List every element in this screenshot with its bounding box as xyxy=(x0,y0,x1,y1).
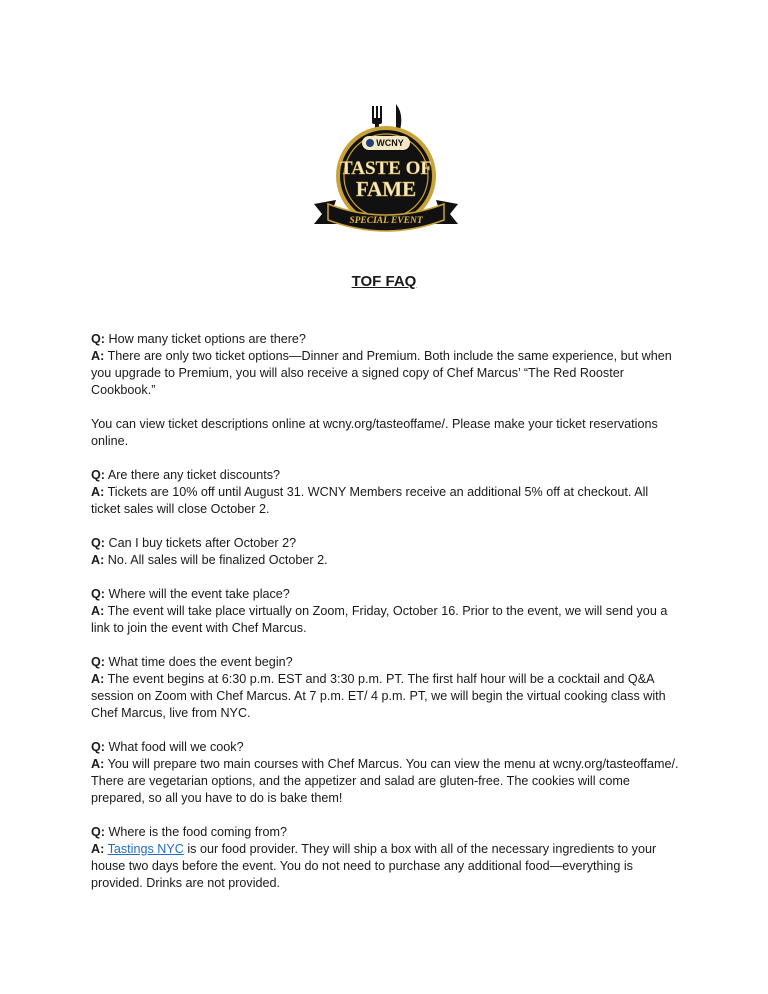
wcny-text: WCNY xyxy=(376,138,404,148)
faq-answer xyxy=(91,348,681,399)
answer-text: is our food provider. They will ship a box with all of the necessary ingredients to your house two days before the event. You do not need to purchase any additional food—everything is provided. Drinks are not provided. xyxy=(91,842,657,890)
answer-label: A: xyxy=(91,604,105,618)
answer-label: A: xyxy=(91,842,105,856)
faq-answer xyxy=(91,603,681,637)
question-text: Can I buy tickets after October 2? xyxy=(108,536,297,550)
answer-text: No. All sales will be finalized October 2. xyxy=(107,553,328,567)
question-label: Q: xyxy=(91,332,105,346)
answer-text: The event begins at 6:30 p.m. EST and 3:30 p.m. PT. The first half hour will be a cocktail and Q&A session on Zoom with Chef Marcus. At 7 p.m. ET/ 4 p.m. PT, we will begin the virtual cooking class with Chef Marcus, live from NYC. xyxy=(91,672,666,720)
faq-question xyxy=(91,654,681,671)
question-text: Where will the event take place? xyxy=(108,587,290,601)
faq-answer xyxy=(91,671,681,722)
question-label: Q: xyxy=(91,536,105,550)
tastings-nyc-link[interactable]: Tastings NYC xyxy=(107,842,184,856)
answer-text: The event will take place virtually on Zoom, Friday, October 16. Prior to the event, we will send you a link to join the event with Chef Marcus. xyxy=(91,604,668,635)
question-text: What time does the event begin? xyxy=(108,655,293,669)
page-title: TOF FAQ xyxy=(351,273,417,290)
faq-answer xyxy=(91,756,681,807)
question-label: Q: xyxy=(91,655,105,669)
faq-answer xyxy=(91,484,681,518)
faq-question xyxy=(91,739,681,756)
question-label: Q: xyxy=(91,587,105,601)
question-label: Q: xyxy=(91,825,105,839)
question-text: Where is the food coming from? xyxy=(108,825,287,839)
special-event-text: SPECIAL EVENT xyxy=(349,216,423,226)
answer-text: You will prepare two main courses with Chef Marcus. You can view the menu at wcny.org/tasteoffame/. There are vegetarian options, and the appetizer and salad are gluten-free. The cookies will come prepared, so all you have to do is bake them! xyxy=(91,757,679,805)
answer-text: Tickets are 10% off until August 31. WCNY Members receive an additional 5% off at checkout. All ticket sales will close October 2. xyxy=(91,485,649,516)
question-text: How many ticket options are there? xyxy=(108,332,306,346)
faq-question xyxy=(91,824,681,841)
answer-label: A: xyxy=(91,672,105,686)
answer-label: A: xyxy=(91,553,105,567)
logo-text-fame: FAME xyxy=(355,177,417,201)
answer-label: A: xyxy=(91,349,105,363)
answer-label: A: xyxy=(91,757,105,771)
faq-note: You can view ticket descriptions online at wcny.org/tasteoffame/. Please make your ticket reservations online. xyxy=(91,417,658,448)
faq-content xyxy=(91,331,681,892)
answer-text: There are only two ticket options—Dinner and Premium. Both include the same experience, but when you upgrade to Premium, you will also receive a signed copy of Chef Marcus’ “The Red Rooster Cookbook.” xyxy=(91,349,672,397)
faq-question xyxy=(91,535,681,552)
faq-question xyxy=(91,331,681,348)
logo-text-taste-of: TASTE OF xyxy=(339,158,433,179)
faq-answer xyxy=(91,552,681,569)
faq-answer xyxy=(91,841,681,892)
faq-question xyxy=(91,586,681,603)
faq-question xyxy=(91,467,681,484)
question-text: What food will we cook? xyxy=(108,740,244,754)
question-label: Q: xyxy=(91,740,105,754)
taste-of-fame-logo xyxy=(306,100,466,242)
question-label: Q: xyxy=(91,468,105,482)
answer-label: A: xyxy=(91,485,105,499)
wcny-tagline: connected xyxy=(383,149,401,153)
question-text: Are there any ticket discounts? xyxy=(107,468,281,482)
